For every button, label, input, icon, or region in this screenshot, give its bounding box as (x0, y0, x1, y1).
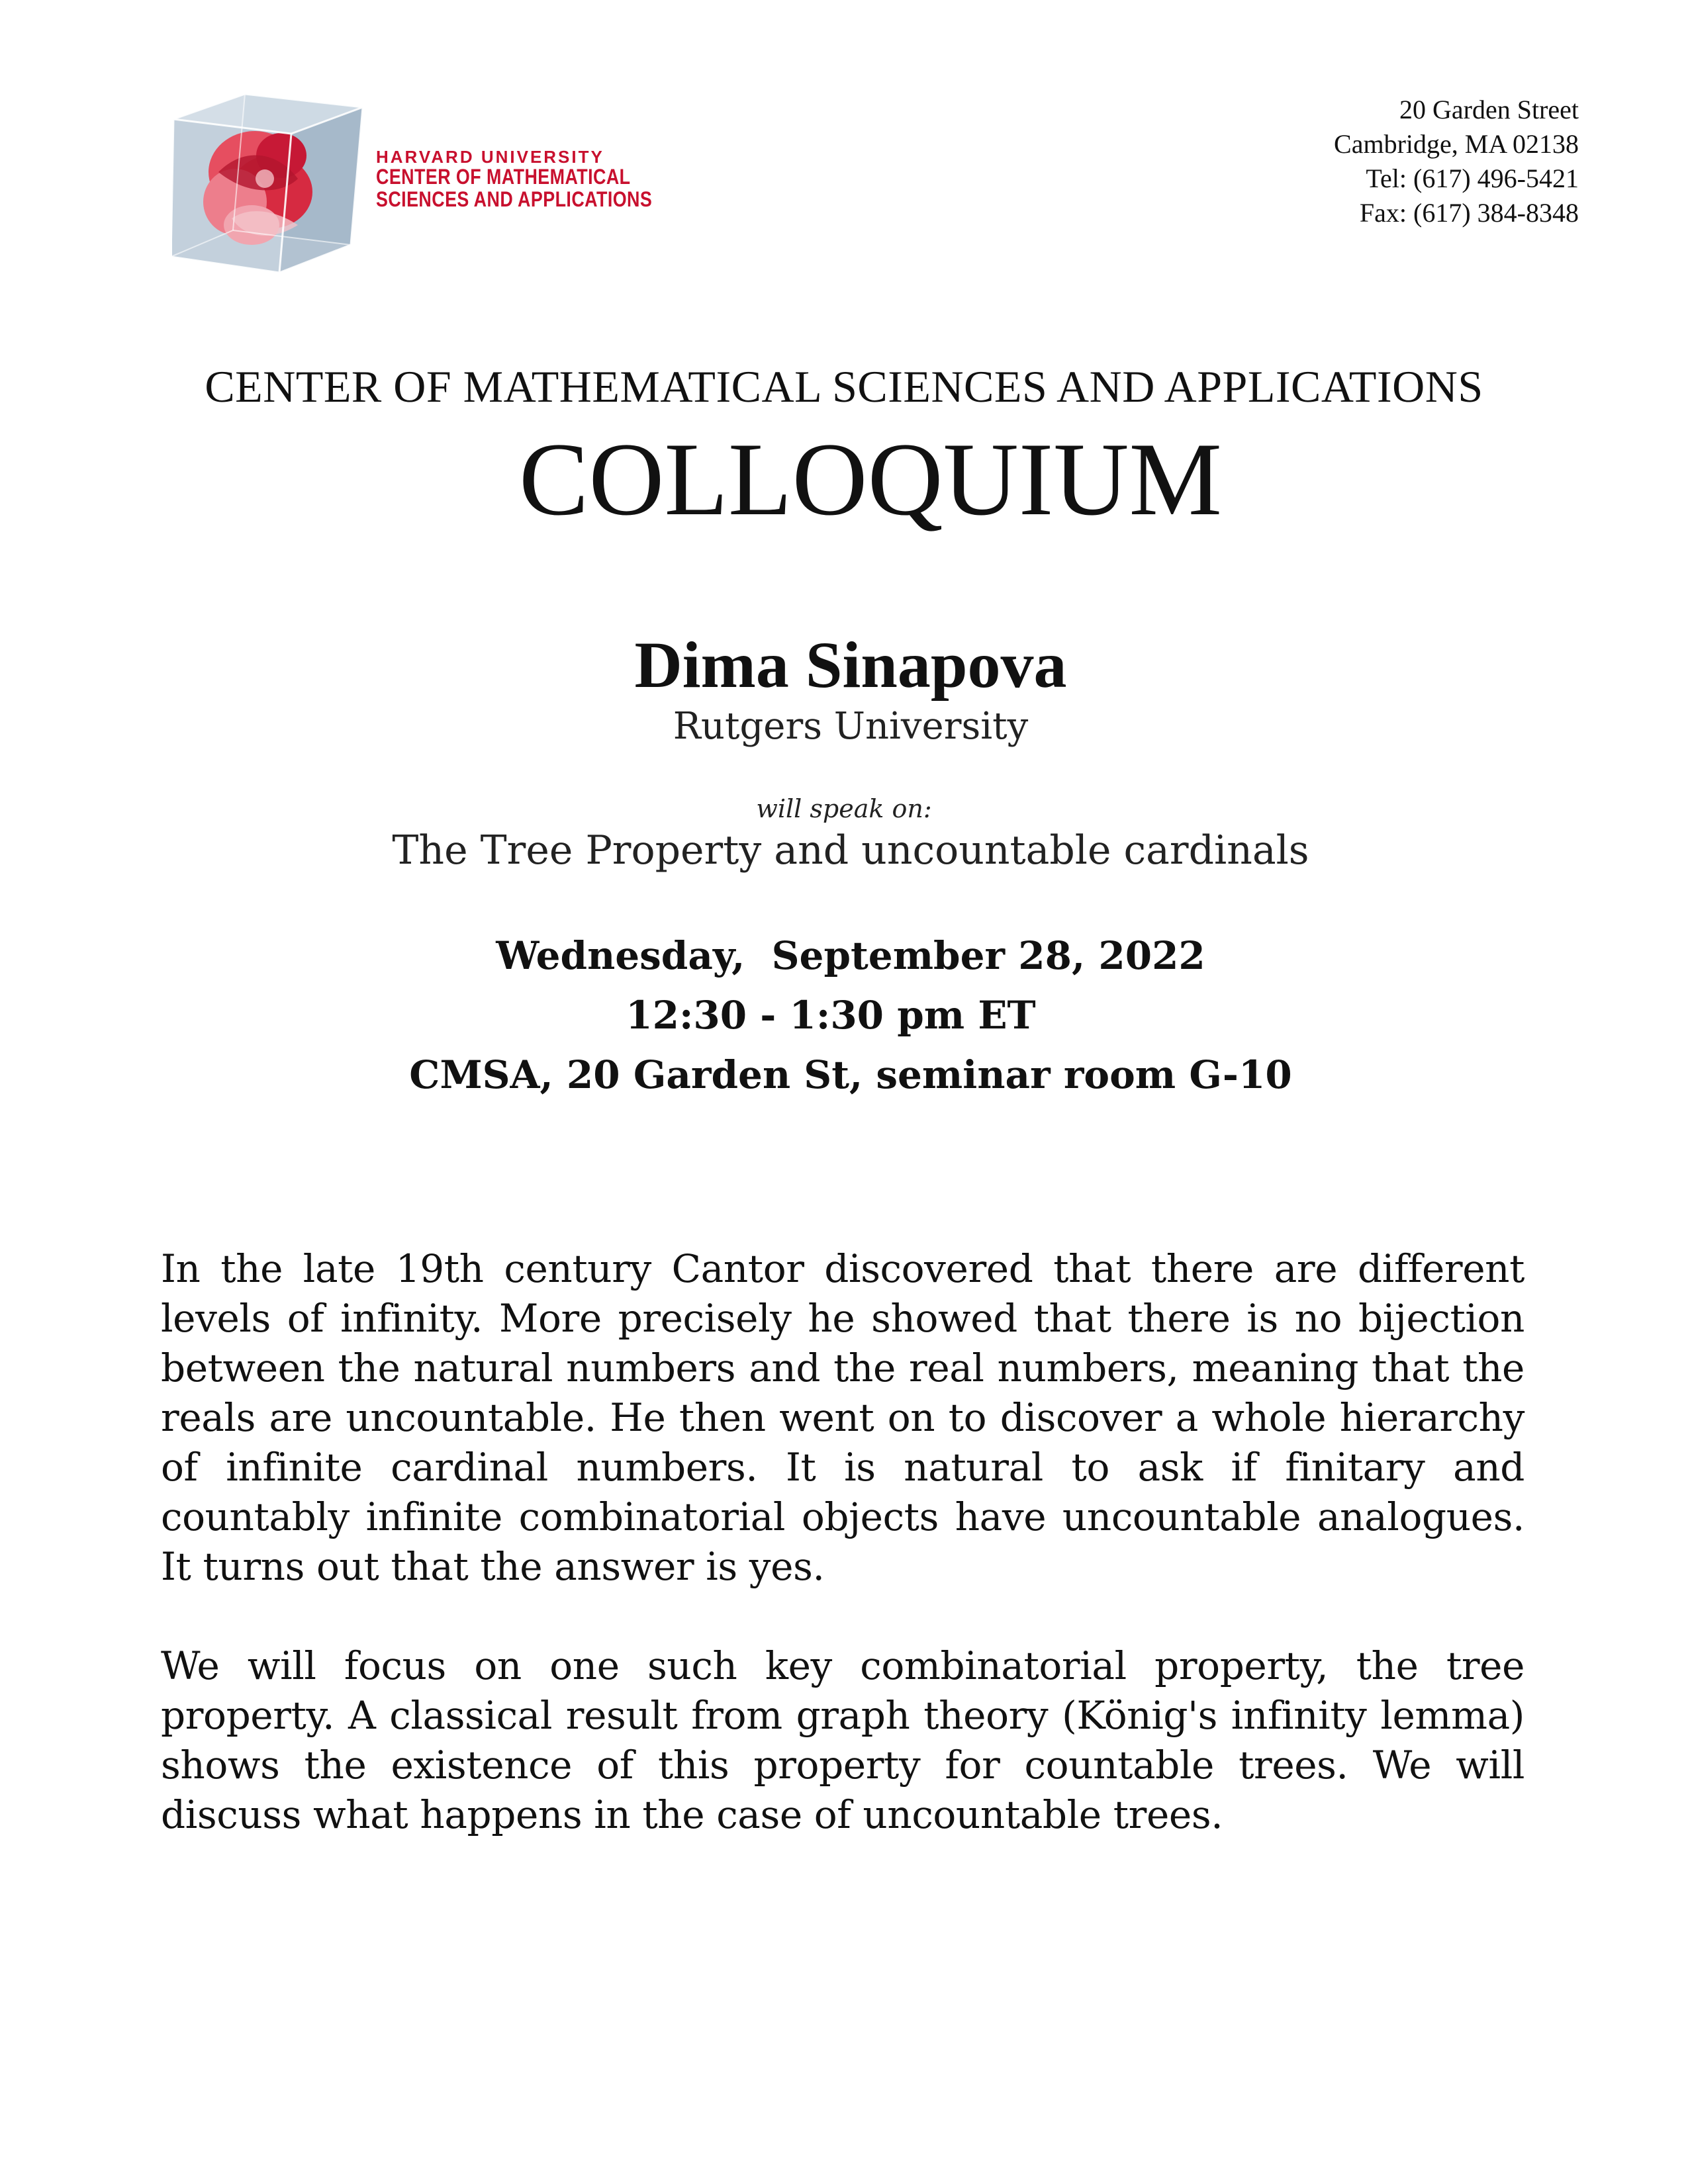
abstract-paragraph-1 (161, 1244, 1524, 1592)
talk-intro: will speak on: (756, 794, 932, 823)
address-city: Cambridge, MA 02138 (1334, 129, 1579, 159)
event-location: CMSA, 20 Garden St, seminar room G-10 (409, 1052, 1292, 1097)
speaker-affiliation: Rutgers University (673, 705, 1029, 748)
event-date: Wednesday, September 28, 2022 (496, 933, 1205, 978)
address-tel: Tel: (617) 496-5421 (1366, 163, 1579, 193)
logo-line-sciences: SCIENCES AND APPLICATIONS (376, 187, 653, 211)
cmsa-logo (172, 93, 653, 278)
address-block (1334, 93, 1579, 230)
center-name-heading: CENTER OF MATHEMATICAL SCIENCES AND APPLICATIONS (205, 361, 1483, 412)
logo-line-university: HARVARD UNIVERSITY (376, 147, 604, 167)
abstract-paragraph-2 (161, 1641, 1524, 1840)
talk-title: The Tree Property and uncountable cardinals (392, 827, 1309, 874)
address-street: 20 Garden Street (1399, 95, 1579, 124)
cmsa-cube-logo-icon (172, 93, 364, 278)
event-type-heading: COLLOQUIUM (518, 422, 1223, 537)
logo-wordmark (376, 148, 705, 210)
speaker-name: Dima Sinapova (634, 628, 1067, 702)
logo-line-center: CENTER OF MATHEMATICAL (376, 165, 631, 189)
abstract-text-1: In the late 19th century Cantor discovered that there are different levels of infinity. More precisely he showed that there is no bijection between the natural numbers and the real numbers, meaning that the reals are uncountable. He then went on to discover a whole hierarchy of infinite cardinal numbers. It is natural to ask if finitary and countably infinite combinatorial objects have uncountable analogues. It turns out that the answer is yes. (161, 1246, 1524, 1589)
event-time: 12:30 - 1:30 pm ET (626, 993, 1036, 1038)
address-fax: Fax: (617) 384-8348 (1359, 198, 1579, 228)
abstract-text-2: We will focus on one such key combinatorial property, the tree property. A classical result from graph theory (König's infinity lemma) shows the existence of this property for countable trees. We will discuss what happens in the case of uncountable trees. (161, 1643, 1524, 1837)
